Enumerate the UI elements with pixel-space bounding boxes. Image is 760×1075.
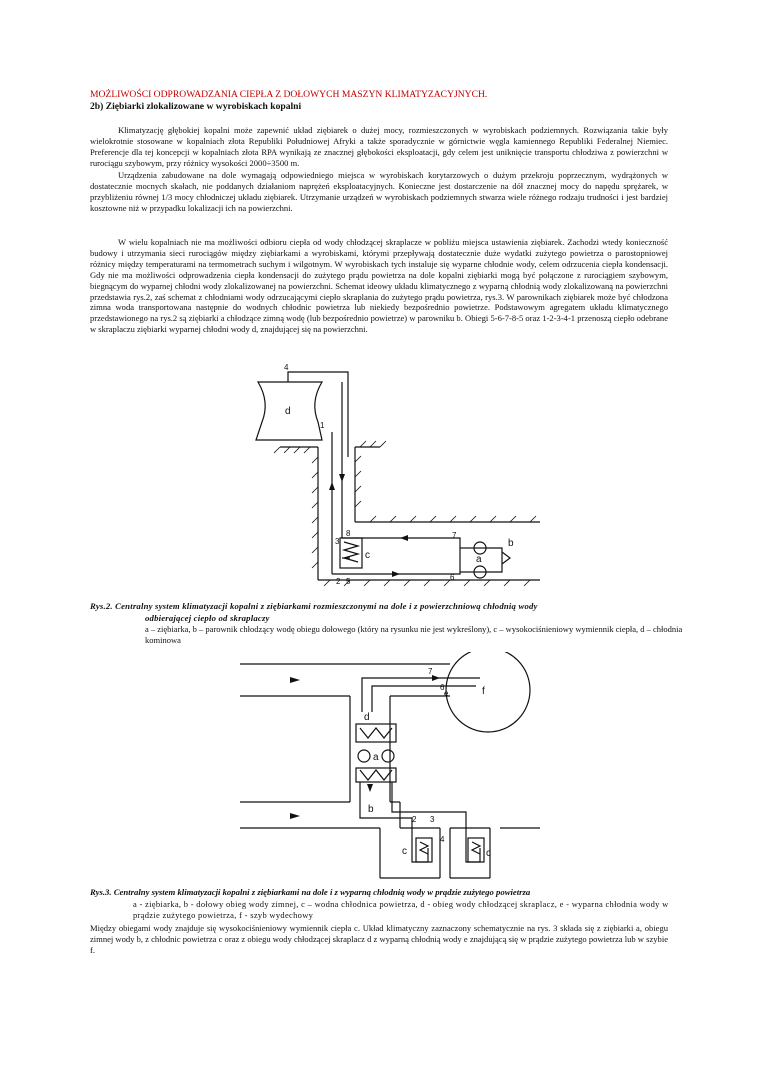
label-c1: c [402,846,407,857]
paragraph-exchanger: Między obiegami wody znajduje się wysokociśnieniowy wymiennik ciepła c. Układ klimatyczny zaznaczony schematycznie na rys. 3 składa się z ziębiarki a, obiegu zimnej wody b, z chłodnic powietrza c oraz z obiegu wody chłodzącej skraplacz d z wyparną chłodnią wody e znajdującą się w prądzie zużytego powietrza lub w szybie f. [90,923,668,955]
document-title: MOŻLIWOŚCI ODPROWADZANIA CIEPŁA Z DOŁOWYCH MASZYN KLIMATYZACYJNYCH. [90,89,488,100]
label-c: c [365,550,370,561]
label-3: 3 [335,537,340,546]
label-7: 7 [452,531,457,540]
label-4b: 4 [440,835,445,844]
label-b: b [508,538,514,549]
section-subtitle: 2b) Ziębiarki zlokalizowane w wyrobiskach kopalni [90,101,302,112]
label-a: a [476,554,482,565]
figure-rys2-caption: Rys.2. Centralny system klimatyzacji kopalni z ziębiarkami rozmieszczonymi na dole i z powierzchniową chłodnią wody [90,601,538,611]
label-2b: 2 [412,815,417,824]
label-5: 5 [346,577,351,586]
figure-rys3-caption: Rys.3. Centralny system klimatyzacji kopalni z ziębiarkami na dole i z wyparną chłodnią wody w prądzie zużytego powietrza [90,887,531,897]
paragraph-devices: Urządzenia zabudowane na dole wymagają odpowiedniego miejsca w wyrobiskach korytarzowych o dużym przekroju poprzecznym, wydrążonych w dostatecznie mocnych skałach, nie poddanych działaniom naprężeń eksploatacyjnych. Konieczne jest dostarczenie na dół znacznej mocy do napędu sprężarek, w przybliżeniu równej 1/3 mocy chłodniczej układu ziębiarek. Utrzymanie urządzeń w wyrobiskach podziemnych stwarza wiele różnego rodzaju trudności i jest bardziej kosztowne niż w przypadku lokalizacji ich na powierzchni. [90,170,668,213]
label-6b: 6 [440,683,445,692]
figure-rys3 [240,652,540,882]
label-2: 2 [336,577,341,586]
label-7b: 7 [428,667,433,676]
label-d: d [285,406,291,417]
figure-rys3-diagram [240,652,540,882]
label-4: 4 [284,363,289,372]
label-6: 6 [450,573,455,582]
label-3b: 3 [430,815,435,824]
label-bb: b [368,804,374,815]
label-8: 8 [346,529,351,538]
paragraph-intro: Klimatyzację głębokiej kopalni może zapewnić układ ziębiarek o dużej mocy, rozmieszczonych w wyrobiskach podziemnych. Rozwiązania takie były wielokrotnie stosowane w kopalniach złota Republiki Południowej Afryki a także sporadycznie w górnictwie węgla kamiennego Republiki Federalnej Niemiec. Preferencje dla tej koncepcji w kopalniach złota RPA wynikają ze znacznej głębokości eksploatacji, gdy celem jest uniknięcie transportu chłodziwa z powierzchni w rurociągu szybowym, przy różnicy wysokości 2000÷3500 m. [90,125,668,168]
label-1: 1 [320,421,325,430]
paragraph-heat-rejection: W wielu kopalniach nie ma możliwości odbioru ciepła od wody chłodzącej skraplacze w pobliżu miejsca ustawienia ziębiarek. Zachodzi wtedy konieczność budowy i utrzymania sieci rurociągów między ziębiarkami a wyrobiskami, którymi przepływają dostatecznie duże wydatki zużytego powietrza o parostopniowej różnicy między temperaturami na termometrach suchym i wilgotnym. W wyrobiskach tych instaluje się wyparne chłodnie wody, celem odrzucenia ciepła kondensacji. Gdy nie ma możliwości odprowadzenia ciepła kondensacji do zużytego prądu powietrza na dole kopalni ziębiarki mogą być połączone z rurociągiem szybowym, biegnącym do wyparnej chłodni wody zlokalizowanej na powierzchni. Schemat ideowy układu klimatycznego z wyparną chłodnią wody zlokalizowaną na powierzchni przedstawia rys.2, zaś schemat z chłodniami wody odrzucającymi ciepło skraplania do zużytego prądu powietrza, rys.3. W parownikach ziębiarek może być chłodzona zimna woda transportowana następnie do wodnych chłodnic powietrza lub niekiedy bezpośrednio powietrze. Podstawowym agregatem układu klimatycznego przedstawionego na rys.2 są ziębiarki a chłodzące zimną wodę (lub bezpośrednio powietrze) w parowniku b. Obiegi 5-6-7-8-5 oraz 1-2-3-4-1 przenoszą ciepło odebrane w skraplaczu ziębiarki wyparnej chłodni wody d, znajdującej się na powierzchni. [90,237,668,335]
figure-rys2-legend: a – ziębiarka, b – parownik chłodzący wodę obiegu dołowego (który na rysunku nie jest wykreślony), c – wysokociśnieniowy wymiennik ciepła, d – chłodnia kominowa [145,624,683,645]
label-ab: a [373,752,379,763]
label-c2: c [486,848,491,859]
label-e: e [444,689,449,698]
figure-rys2 [240,362,540,594]
label-db: d [364,712,370,723]
figure-rys2-caption-cont: odbierającej ciepło od skraplaczy [145,613,270,623]
label-f: f [482,686,485,697]
figure-rys2-diagram [240,362,540,594]
figure-rys3-legend: a - ziębiarka, b - dołowy obieg wody zimnej, c – wodna chłodnica powietrza, d - obieg wody chłodzącej skraplacz, e - wyparna chłodnia wody w prądzie zużytego powietrza, f - szyb wydechowy [133,899,669,920]
